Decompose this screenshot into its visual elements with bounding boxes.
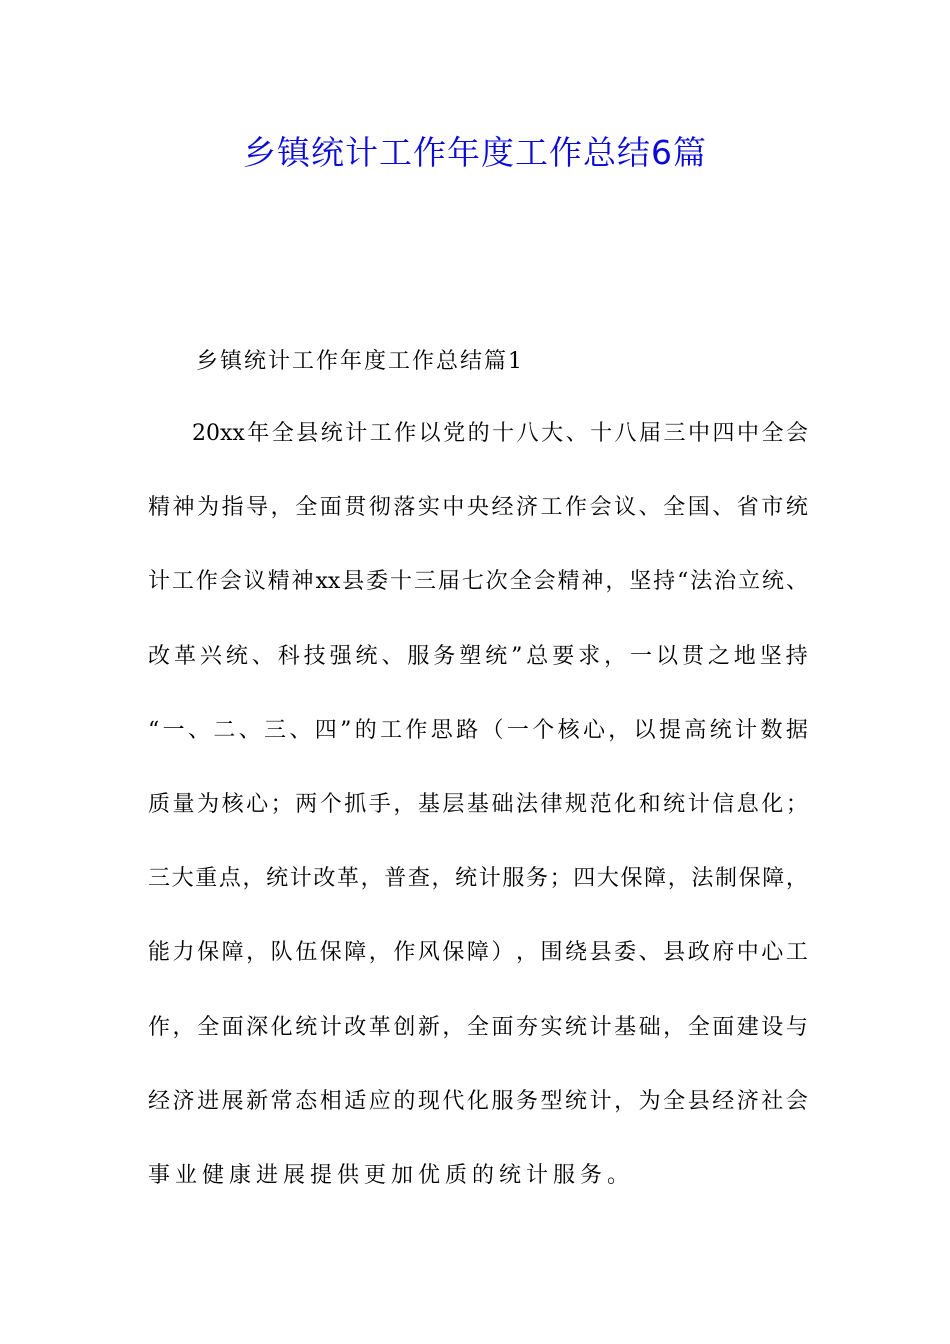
document-title: 乡镇统计工作年度工作总结6篇 — [243, 133, 707, 172]
paragraph-line: 20xx 年 全 县 统 计 工 作 以 党 的 十 八 大 、 十 八 届 三 中 四 中 全 会 — [192, 421, 808, 446]
paragraph-line-last: 事业健康进展提供更加优质的统计服务。 — [148, 1162, 635, 1188]
paragraph-line: 能 力 保 障 ， 队 伍 保 障 ， 作 风 保 障 ） ， 围 绕 县 委 、 县 政 府 中 心 工 — [148, 940, 808, 966]
paragraph-line: 三 大 重 点 ， 统 计 改 革 ， 普 查 ， 统 计 服 务 ； 四 大 保 障 ， 法 制 保 障 ， — [148, 866, 808, 892]
section-heading: 乡镇统计工作年度工作总结篇1 — [196, 349, 524, 374]
paragraph-line: 质 量 为 核 心 ； 两 个 抓 手 ， 基 层 基 础 法 律 规 范 化 和 统 计 信 息 化 ； — [148, 791, 808, 817]
paragraph — [148, 414, 808, 1230]
paragraph-line: 精 神 为 指 导 ， 全 面 贯 彻 落 实 中 央 经 济 工 作 会 议 、 全 国 、 省 市 统 — [148, 495, 808, 521]
paragraph-line: 经 济 进 展 新 常 态 相 适 应 的 现 代 化 服 务 型 统 计 ， 为 全 县 经 济 社 会 — [148, 1088, 808, 1114]
paragraph-line: 计 工 作 会 议 精 神 xx 县 委 十 三 届 七 次 全 会 精 神 ， 坚 持 “ 法 治 立 统 、 — [148, 569, 808, 595]
paragraph-line: 改 革 兴 统 、 科 技 强 统 、 服 务 塑 统 ” 总 要 求 ， 一 以 贯 之 地 坚 持 — [148, 643, 808, 669]
paragraph-line: “ 一 、 二 、 三 、 四 ” 的 工 作 思 路 （ 一 个 核 心 ， 以 提 高 统 计 数 据 — [148, 717, 808, 743]
paragraph-line: 作 ， 全 面 深 化 统 计 改 革 创 新 ， 全 面 夯 实 统 计 基 础 ， 全 面 建 设 与 — [148, 1014, 808, 1040]
